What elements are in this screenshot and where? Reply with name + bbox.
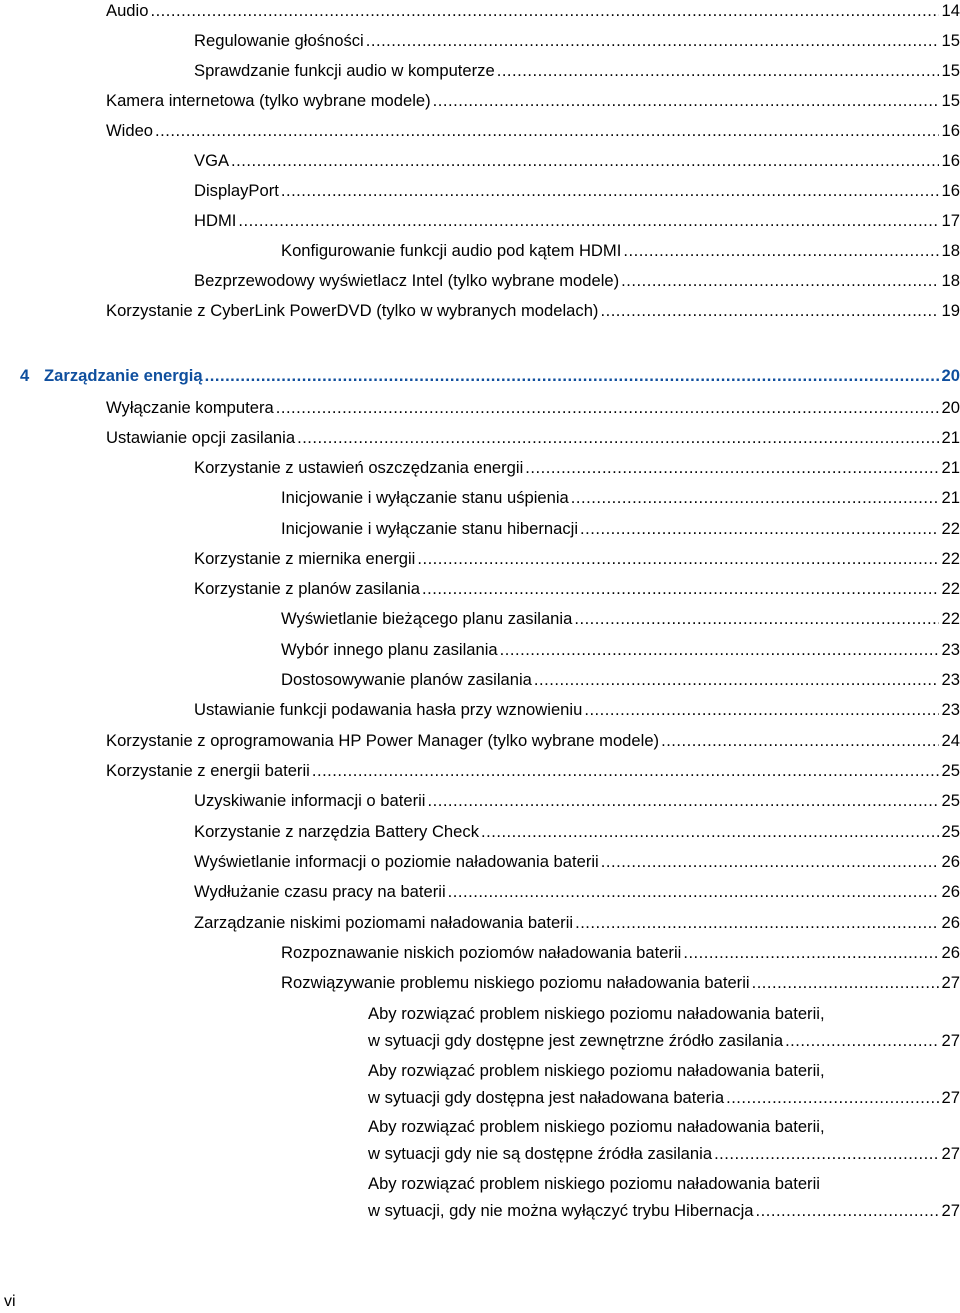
dot-leader (756, 1200, 939, 1222)
dot-leader (448, 881, 939, 903)
page-number: vi (4, 1293, 16, 1310)
dot-leader (584, 699, 938, 721)
dot-leader (714, 1143, 938, 1165)
dot-leader (238, 210, 938, 232)
dot-leader (752, 972, 939, 994)
dot-leader (683, 942, 938, 964)
toc-entry-title: Dostosowywanie planów zasilania (281, 670, 532, 689)
dot-leader (427, 790, 938, 812)
dot-leader (481, 821, 939, 843)
toc-entry-title: Korzystanie z ustawień oszczędzania energii (194, 458, 524, 477)
toc-entry-title: Wydłużanie czasu pracy na baterii (194, 882, 446, 901)
toc-entry-title: Wideo (106, 121, 154, 140)
toc-entry-page: 19 (941, 301, 960, 320)
dot-leader (500, 639, 939, 661)
toc-entry-title: Regulowanie głośności (194, 31, 364, 50)
toc-entry-title: Korzystanie z miernika energii (194, 549, 416, 568)
toc-entry-title: Wyświetlanie informacji o poziomie naładowania baterii (194, 852, 599, 871)
toc-entry-page: 27 (941, 1088, 960, 1107)
dot-leader (574, 608, 938, 630)
toc-entry-page: 22 (941, 519, 960, 538)
toc-entry-title-line1: Aby rozwiązać problem niskiego poziomu naładowania baterii (368, 1174, 820, 1193)
dot-leader (580, 518, 939, 540)
toc-entry-title-line2: w sytuacji, gdy nie można wyłączyć trybu Hibernacja (368, 1201, 754, 1220)
dot-leader (497, 60, 939, 82)
toc-entry-title: Rozwiązywanie problemu niskiego poziomu naładowania baterii (281, 973, 750, 992)
toc-entry-page: 22 (941, 609, 960, 628)
dot-leader (623, 240, 938, 262)
toc-entry-page: 16 (941, 121, 960, 140)
toc-entry-page: 23 (941, 700, 960, 719)
toc-entry-page: 22 (941, 579, 960, 598)
toc-entry-page: 16 (941, 181, 960, 200)
dot-leader (525, 457, 938, 479)
toc-entry-title: Konfigurowanie funkcji audio pod kątem HDMI (281, 241, 622, 260)
toc-entry-page: 25 (941, 761, 960, 780)
dot-leader (785, 1030, 938, 1052)
toc-entry-title: Bezprzewodowy wyświetlacz Intel (tylko wybrane modele) (194, 271, 620, 290)
toc-entry-title: Inicjowanie i wyłączanie stanu hibernacji (281, 519, 579, 538)
toc-entry-page: 20 (941, 398, 960, 417)
toc-entry-title: Wybór innego planu zasilania (281, 640, 498, 659)
toc-entry-page: 25 (941, 791, 960, 810)
dot-leader (661, 730, 938, 752)
toc-entry-page: 26 (941, 913, 960, 932)
toc-entry-page: 20 (941, 366, 960, 385)
dot-leader (726, 1087, 938, 1109)
toc-entry-page: 21 (941, 428, 960, 447)
toc-entry-title-line2: w sytuacji gdy dostępna jest naładowana bateria (368, 1088, 725, 1107)
toc-entry-page: 24 (941, 731, 960, 750)
toc-entry-page: 23 (941, 640, 960, 659)
chapter-number: 4 (20, 366, 30, 385)
toc-entry-title: Korzystanie z CyberLink PowerDVD (tylko w wybranych modelach) (106, 301, 599, 320)
toc-entry-page: 21 (941, 488, 960, 507)
toc-entry-page: 18 (941, 271, 960, 290)
toc-entry-page: 26 (941, 882, 960, 901)
toc-entry-page: 15 (941, 61, 960, 80)
dot-leader (312, 760, 939, 782)
toc-entry-page: 25 (941, 822, 960, 841)
toc-entry-title-line1: Aby rozwiązać problem niskiego poziomu naładowania baterii, (368, 1061, 825, 1080)
toc-entry-title-line1: Aby rozwiązać problem niskiego poziomu naładowania baterii, (368, 1004, 825, 1023)
toc-entry-title: Audio (106, 1, 149, 20)
dot-leader (155, 120, 938, 142)
toc-entry-page: 27 (941, 973, 960, 992)
toc-entry-title: Korzystanie z oprogramowania HP Power Manager (tylko wybrane modele) (106, 731, 660, 750)
toc-entry-title: Zarządzanie niskimi poziomami naładowania baterii (194, 913, 574, 932)
toc-entry-page: 22 (941, 549, 960, 568)
dot-leader (534, 669, 939, 691)
toc-entry-title-line2: w sytuacji gdy nie są dostępne źródła zasilania (368, 1144, 713, 1163)
toc-entry-page: 18 (941, 241, 960, 260)
toc-entry-page: 16 (941, 151, 960, 170)
dot-leader (621, 270, 938, 292)
toc-entry-title: HDMI (194, 211, 237, 230)
toc-entry-title: Uzyskiwanie informacji o baterii (194, 791, 426, 810)
dot-leader (422, 578, 939, 600)
toc-entry-title: Ustawianie funkcji podawania hasła przy wznowieniu (194, 700, 583, 719)
toc-entry-title: Rozpoznawanie niskich poziomów naładowania baterii (281, 943, 682, 962)
dot-leader (231, 150, 938, 172)
toc-entry-title: Wyłączanie komputera (106, 398, 274, 417)
toc-entry-page: 26 (941, 852, 960, 871)
dot-leader (150, 0, 938, 22)
dot-leader (571, 487, 939, 509)
dot-leader (433, 90, 939, 112)
toc-entry-page: 21 (941, 458, 960, 477)
toc-entry-title: Kamera internetowa (tylko wybrane modele) (106, 91, 431, 110)
toc-entry-title: DisplayPort (194, 181, 279, 200)
toc-entry-title: Zarządzanie energią (44, 366, 203, 385)
dot-leader (600, 300, 938, 322)
dot-leader (601, 851, 939, 873)
toc-entry-page: 27 (941, 1201, 960, 1220)
toc-entry-page: 23 (941, 670, 960, 689)
dot-leader (276, 397, 939, 419)
dot-leader (281, 180, 939, 202)
dot-leader (366, 30, 939, 52)
dot-leader (417, 548, 938, 570)
toc-entry-title-line1: Aby rozwiązać problem niskiego poziomu naładowania baterii, (368, 1117, 825, 1136)
toc-entry-page: 15 (941, 31, 960, 50)
toc-entry-title: Korzystanie z planów zasilania (194, 579, 420, 598)
toc-entry-title: Korzystanie z energii baterii (106, 761, 310, 780)
toc-entry-page: 15 (941, 91, 960, 110)
toc-entry-page: 17 (941, 211, 960, 230)
toc-entry-title: Inicjowanie i wyłączanie stanu uśpienia (281, 488, 569, 507)
toc-entry-title: Ustawianie opcji zasilania (106, 428, 296, 447)
toc-entry-page: 27 (941, 1031, 960, 1050)
toc-entry-title: Korzystanie z narzędzia Battery Check (194, 822, 479, 841)
toc-entry-title-line2: w sytuacji gdy dostępne jest zewnętrzne źródło zasilania (368, 1031, 784, 1050)
toc-entry-page: 26 (941, 943, 960, 962)
toc-entry-title: VGA (194, 151, 230, 170)
toc-entry-page: 14 (941, 1, 960, 20)
toc-entry-page: 27 (941, 1144, 960, 1163)
toc-entry-title: Wyświetlanie bieżącego planu zasilania (281, 609, 573, 628)
toc-entry-title: Sprawdzanie funkcji audio w komputerze (194, 61, 495, 80)
dot-leader (575, 912, 938, 934)
dot-leader (205, 365, 939, 387)
dot-leader (297, 427, 938, 449)
